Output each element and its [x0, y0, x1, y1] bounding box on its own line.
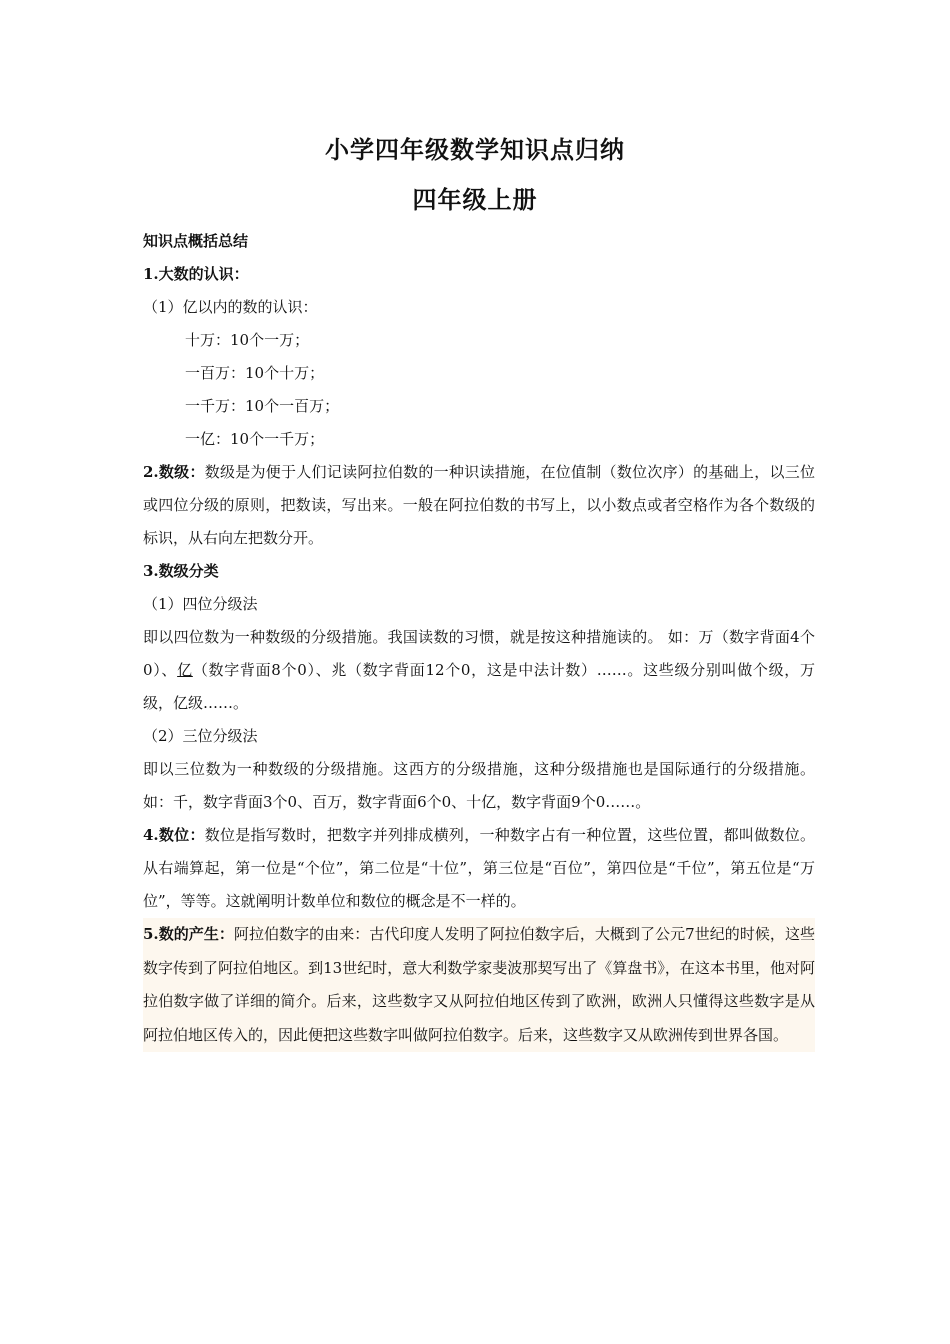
section-5-text: 阿拉伯数字的由来：古代印度人发明了阿拉伯数字后，大概到了公元7世纪的时候，这些数字传到了阿拉伯地区。到13世纪时，意大利数学家斐波那契写出了《算盘书》，在这本书里，他对阿拉伯数字做了详细的简介。后来，这些数字又从阿拉伯地区传到了欧洲，欧洲人只懂得这些数字是从阿拉伯地区传入的，因此便把这些数字叫做阿拉伯数字。后来，这些数字又从欧洲传到世界各国。 — [143, 925, 815, 1044]
section-3-text1b: （数字背面8个0）、兆（数字背面12个0，这是中法计数）……。这些级分别叫做个级，万级，亿级……。 — [143, 661, 815, 712]
section-3-underlined-word: 亿 — [177, 661, 193, 679]
section-1-item: 一千万：10个一百万； — [185, 397, 340, 415]
section-3-sub2: （2）三位分级法 — [143, 727, 258, 745]
section-5-label: 5.数的产生： — [143, 925, 234, 943]
section-5-paragraph — [143, 918, 815, 1052]
section-2-text: 数级是为便于人们记读阿拉伯数的一种识读措施，在位值制（数位次序）的基础上，以三位或四位分级的原则，把数读，写出来。一般在阿拉伯数的书写上，以小数点或者空格作为各个数级的标识，从右向左把数分开。 — [143, 463, 815, 547]
section-2-label: 2.数级： — [143, 463, 205, 481]
section-1-item: 十万：10个一万； — [185, 331, 310, 349]
section-3-sub1: （1）四位分级法 — [143, 595, 258, 613]
section-3-paragraph-1 — [143, 621, 815, 720]
section-1-heading: 1.大数的认识： — [143, 265, 249, 283]
document-title: 小学四年级数学知识点归纳 — [325, 135, 625, 164]
summary-heading: 知识点概括总结 — [143, 232, 249, 250]
section-2-paragraph — [143, 456, 815, 555]
document-body — [143, 225, 815, 1052]
section-3-heading: 3.数级分类 — [143, 562, 219, 580]
section-3-paragraph-2: 即以三位数为一种数级的分级措施。这西方的分级措施，这种分级措施也是国际通行的分级措施。如：千，数字背面3个0、百万，数字背面6个0、十亿，数字背面9个0……。 — [143, 760, 815, 811]
section-3-text1a: 即以四位数为一种数级的分级措施。我国读数的习惯，就是按这种措施读的。 如：万（数字背面4个0）、 — [143, 628, 815, 679]
section-4-paragraph — [143, 819, 815, 918]
section-4-label: 4.数位： — [143, 826, 205, 844]
section-4-text: 数位是指写数时，把数字并列排成横列，一种数字占有一种位置，这些位置，都叫做数位。从右端算起，第一位是“个位”，第二位是“十位”，第三位是“百位”，第四位是“千位”，第五位是“万位”，等等。这就阐明计数单位和数位的概念是不一样的。 — [143, 826, 815, 910]
section-1-item: 一百万：10个十万； — [185, 364, 325, 382]
section-1-subheading: （1）亿以内的数的认识： — [143, 298, 318, 316]
document-subtitle: 四年级上册 — [412, 185, 538, 214]
section-1-item: 一亿：10个一千万； — [185, 430, 325, 448]
